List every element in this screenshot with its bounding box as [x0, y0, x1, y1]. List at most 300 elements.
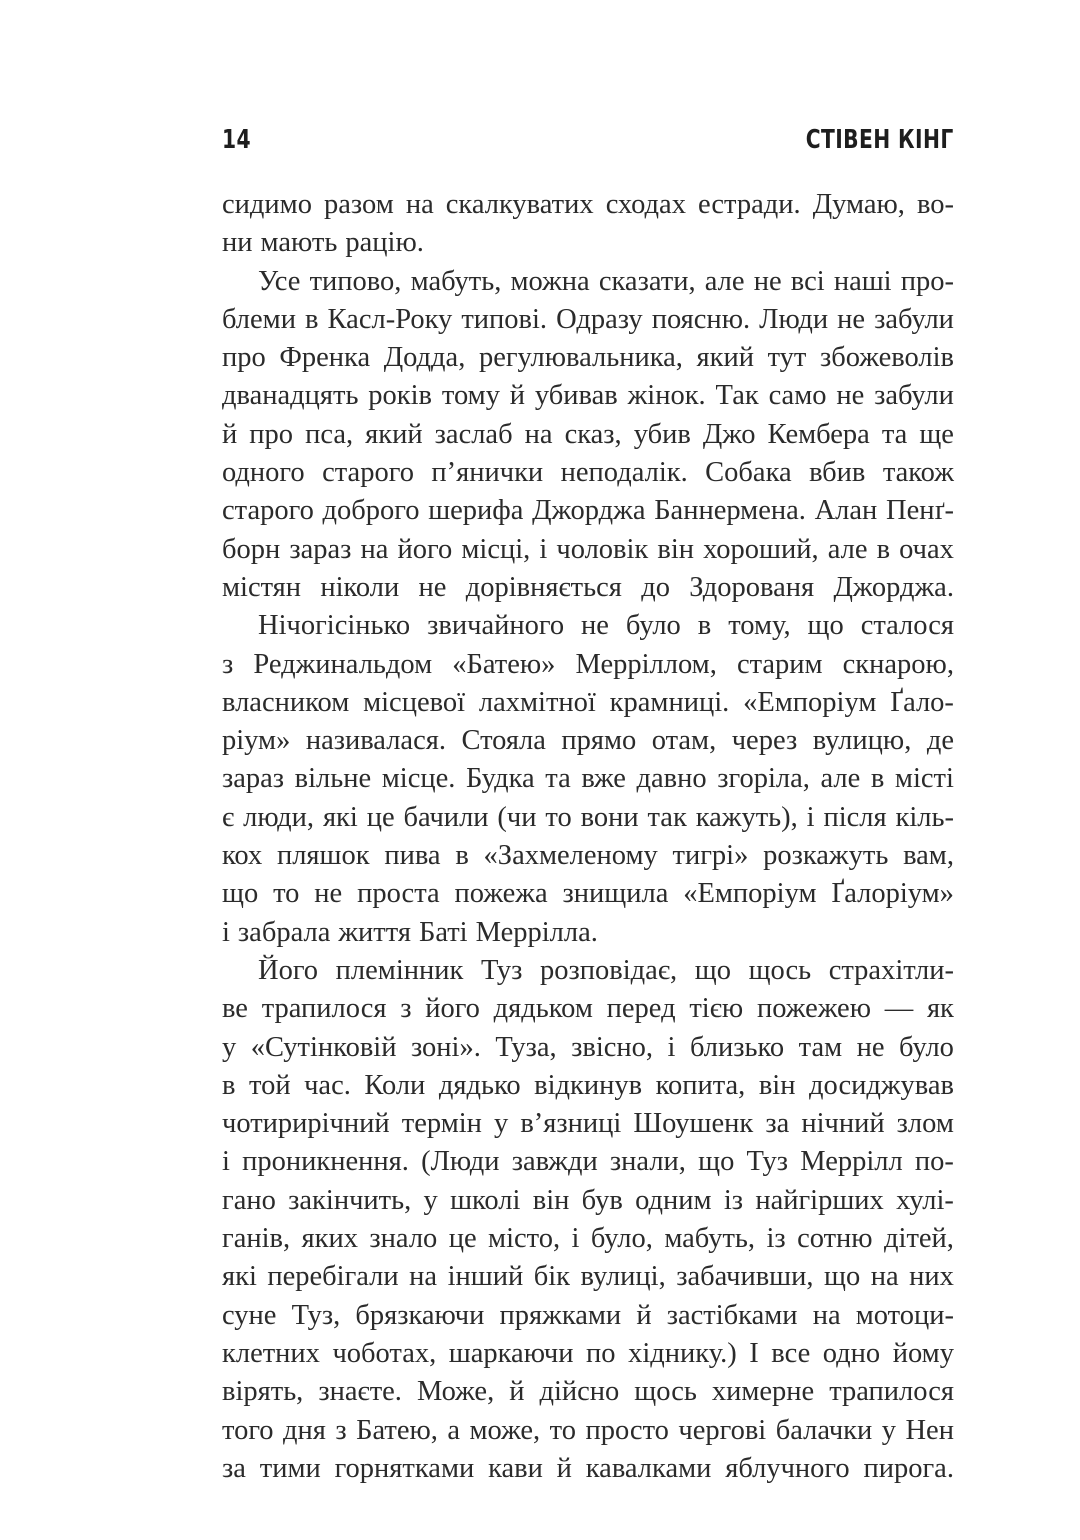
word: вулиці, — [580, 1261, 666, 1293]
word: пожежа — [454, 878, 548, 910]
word: кажуть), — [695, 801, 798, 833]
word: забули — [874, 380, 954, 412]
word: Меррілл — [800, 1146, 903, 1178]
word: в — [455, 840, 469, 872]
word: він — [758, 1069, 796, 1101]
word: він — [657, 533, 695, 565]
word: у — [493, 1108, 509, 1140]
word: клетних — [222, 1337, 320, 1369]
word: Може, — [416, 1376, 495, 1408]
word: проста — [357, 878, 440, 910]
word: трапилося — [261, 993, 387, 1025]
word: що — [824, 1261, 861, 1293]
word: одним — [635, 1184, 712, 1216]
text-line — [222, 1029, 954, 1067]
word: Алан — [814, 495, 878, 527]
word: прямо — [561, 725, 637, 757]
text-line — [222, 684, 954, 722]
word: пожежею — [756, 993, 871, 1025]
word: де — [926, 725, 954, 757]
word: убив — [633, 418, 691, 450]
word: — — [884, 993, 914, 1025]
text-line — [222, 454, 954, 492]
word: чотирирічний — [222, 1108, 390, 1140]
word: «Батею» — [452, 648, 556, 680]
word: одного — [222, 457, 305, 489]
text-line — [222, 990, 954, 1028]
word: знищила — [562, 878, 669, 910]
word: кох — [222, 840, 263, 872]
word: власником — [222, 686, 350, 718]
word: місці, — [461, 533, 531, 565]
word: гано — [222, 1184, 276, 1216]
word: поясню. — [651, 303, 751, 335]
word: був — [581, 1184, 623, 1216]
word: відкинув — [534, 1069, 643, 1101]
word: лахмітної — [478, 686, 596, 718]
word: і — [667, 1031, 676, 1063]
word: дорівняється — [465, 571, 622, 603]
word: Люди — [759, 303, 829, 335]
word: школі — [450, 1184, 521, 1216]
word: естради. — [698, 189, 801, 220]
word: Усе — [258, 265, 301, 297]
word: в’язниці — [520, 1108, 622, 1140]
word: сталося — [860, 610, 954, 642]
word: п’янички — [431, 457, 544, 489]
word: мають — [260, 227, 338, 259]
word: який — [365, 418, 423, 450]
word: не — [753, 265, 782, 297]
text-line — [222, 1182, 954, 1220]
word: там — [798, 1031, 843, 1063]
word: скалкуватих — [445, 189, 594, 220]
word: на — [405, 189, 434, 220]
word: мабуть, — [664, 1223, 756, 1255]
word: але — [820, 763, 861, 795]
word: Будка — [466, 763, 535, 795]
word: термін — [401, 1108, 482, 1140]
word: сотню — [797, 1223, 873, 1255]
word: шаркаючи — [448, 1337, 574, 1369]
word: то — [273, 878, 300, 910]
word: «Емпоріум — [743, 686, 877, 718]
word: із — [766, 1223, 786, 1255]
word: і — [806, 801, 815, 833]
word: закінчить, — [288, 1184, 412, 1216]
word: зоні». — [410, 1031, 481, 1063]
word: чоловік — [556, 533, 649, 565]
word: чергові — [678, 1414, 767, 1446]
word: вільне — [294, 763, 372, 795]
word: забули — [874, 303, 954, 335]
word: ніколи — [320, 571, 400, 603]
word: пирога. — [863, 1452, 954, 1484]
text-line — [222, 339, 954, 377]
word: Туза, — [495, 1031, 557, 1063]
word: його — [425, 993, 480, 1025]
text-line — [222, 952, 954, 990]
text-line — [222, 1412, 954, 1450]
word: й — [222, 418, 238, 450]
word: він — [532, 1184, 570, 1216]
word: це — [366, 801, 395, 833]
word: як — [926, 993, 954, 1025]
word: не — [856, 1031, 885, 1063]
word: перебігали — [267, 1261, 399, 1293]
word: мабуть, — [410, 265, 502, 297]
word: звісно, — [571, 1031, 654, 1063]
word: сказати, — [598, 265, 696, 297]
word: типові. — [461, 303, 548, 335]
word: Собака — [705, 457, 792, 489]
word: дванадцять — [222, 380, 359, 412]
word: жінок. — [627, 380, 706, 412]
word: на — [409, 1261, 438, 1293]
word: той — [248, 1069, 291, 1101]
word: що — [807, 610, 844, 642]
word: було, — [590, 1223, 653, 1255]
word: Батею, — [356, 1414, 438, 1446]
word: Баннермена. — [654, 495, 806, 527]
word: Баті — [418, 916, 468, 948]
word: Ґалоріум» — [831, 878, 954, 910]
word: Туз, — [291, 1299, 341, 1331]
word: років — [368, 380, 433, 412]
word: яблучного — [725, 1452, 850, 1484]
word: «Захмеленому — [483, 840, 658, 872]
word: кіль- — [895, 801, 954, 833]
word: старого — [322, 457, 414, 489]
text-line — [222, 914, 954, 952]
word: це — [448, 1223, 477, 1255]
word: про — [222, 342, 266, 374]
word: після — [823, 801, 887, 833]
word: просто — [585, 1414, 669, 1446]
word: які — [222, 1261, 257, 1293]
word: місцевої — [363, 686, 466, 718]
word: блеми — [222, 303, 296, 335]
word: само — [768, 380, 827, 412]
word: брязкаючи — [355, 1299, 485, 1331]
word: найгірших — [755, 1184, 884, 1216]
word: рацію. — [345, 227, 424, 259]
word: за — [222, 1452, 246, 1484]
word: балачки — [775, 1414, 873, 1446]
word: на — [360, 533, 389, 565]
word: Касл-Року — [327, 303, 453, 335]
text-line — [222, 1335, 954, 1373]
word: й — [509, 380, 526, 412]
word: все — [771, 1337, 811, 1369]
word: розповідає, — [540, 954, 678, 986]
text-line — [222, 1297, 954, 1335]
word: щось — [748, 954, 812, 986]
word: збожеволів — [819, 342, 954, 374]
word: що — [698, 1146, 735, 1178]
text-line — [222, 1220, 954, 1258]
word: регулювальника, — [478, 342, 683, 374]
word: неподалік. — [560, 457, 688, 489]
word: що — [694, 954, 731, 986]
word: може, — [469, 1414, 541, 1446]
word: Кембера — [767, 418, 870, 450]
word: заслаб — [434, 418, 513, 450]
word: тому, — [728, 610, 791, 642]
word: та — [881, 418, 908, 450]
word: проникнення. — [242, 1146, 409, 1178]
text-line — [222, 263, 954, 301]
word: (чи — [497, 801, 537, 833]
word: в — [697, 610, 712, 642]
word: і — [539, 533, 548, 565]
word: того — [222, 1414, 274, 1446]
text-line — [222, 1373, 954, 1411]
word: називалася. — [305, 725, 446, 757]
author-name: СТІВЕН КІНГ — [806, 125, 954, 155]
word: в — [876, 533, 891, 565]
word: во- — [916, 189, 954, 220]
word: суне — [222, 1299, 277, 1331]
running-head — [222, 120, 954, 160]
word: сидимо — [222, 189, 312, 220]
word: за — [765, 1108, 790, 1140]
word: так — [647, 801, 687, 833]
word: місто, — [488, 1223, 561, 1255]
word: знаєте. — [318, 1376, 402, 1408]
word: ни — [222, 227, 253, 259]
word: наші — [833, 265, 892, 297]
word: ріум» — [222, 725, 291, 757]
word: тому — [441, 380, 500, 412]
text-line — [222, 569, 954, 607]
word: Так — [715, 380, 759, 412]
word: одно — [822, 1337, 881, 1369]
text-line — [222, 722, 954, 760]
word: очах — [899, 533, 954, 565]
word: Стояла — [461, 725, 546, 757]
word: бачили — [403, 801, 489, 833]
word: щось — [634, 1376, 697, 1408]
word: химерне — [711, 1376, 815, 1408]
word: Додда, — [383, 342, 466, 374]
word: досиджував — [808, 1069, 954, 1101]
word: не — [836, 380, 865, 412]
word: страхітли- — [828, 954, 954, 986]
word: то — [545, 801, 572, 833]
text-line — [222, 837, 954, 875]
word: не — [837, 303, 866, 335]
word: є — [222, 801, 235, 833]
body-text — [222, 186, 954, 1488]
word: було — [625, 610, 681, 642]
word: Туз — [746, 1146, 789, 1178]
word: то — [549, 1414, 576, 1446]
word: трапилося — [829, 1376, 954, 1408]
text-line — [222, 760, 954, 798]
word: час. — [304, 1069, 351, 1101]
word: Френка — [279, 342, 371, 374]
word: тією — [689, 993, 744, 1025]
word: всі — [790, 265, 825, 297]
word: зараз — [222, 763, 285, 795]
word: та — [545, 763, 571, 795]
word: Нен — [905, 1414, 954, 1446]
word: і — [222, 916, 230, 948]
word: не — [581, 610, 609, 642]
word: з — [222, 648, 234, 680]
word: й — [636, 1299, 652, 1331]
word: Коли — [364, 1069, 426, 1101]
word: скнарою, — [842, 648, 954, 680]
text-line — [222, 301, 954, 339]
word: перед — [606, 993, 676, 1025]
word: на — [524, 418, 553, 450]
word: які — [322, 801, 358, 833]
word: сходах — [605, 189, 686, 220]
word: і — [222, 1146, 230, 1178]
word: по — [586, 1337, 616, 1369]
word: можна — [510, 265, 590, 297]
text-line — [222, 1105, 954, 1143]
word: забачивши, — [676, 1261, 814, 1293]
word: племінник — [335, 954, 464, 986]
text-line — [222, 1258, 954, 1296]
word: ганів, — [222, 1223, 291, 1255]
word: хіднику.) — [628, 1337, 737, 1369]
word: Нічогісінько — [258, 610, 411, 642]
word: вірять, — [222, 1376, 304, 1408]
word: Одразу — [556, 303, 643, 335]
word: у — [881, 1414, 896, 1446]
word: І — [749, 1337, 759, 1369]
word: у — [222, 1031, 237, 1063]
text-line — [222, 377, 954, 415]
word: тигрі» — [672, 840, 749, 872]
word: «Сутінковій — [250, 1031, 397, 1063]
word: а — [447, 1414, 461, 1446]
word: застібками — [666, 1299, 798, 1331]
word: його — [397, 533, 453, 565]
word: й — [556, 1452, 572, 1484]
word: дійсно — [539, 1376, 620, 1408]
word: Джо — [702, 418, 756, 450]
word: не — [314, 878, 343, 910]
word: із — [723, 1184, 744, 1216]
word: Мерріллом, — [575, 648, 717, 680]
word: тут — [767, 342, 807, 374]
word: Джорджа. — [833, 571, 954, 603]
word: з — [335, 1414, 347, 1446]
word: шерифа — [428, 495, 524, 527]
word: не — [418, 571, 447, 603]
text-line — [222, 224, 954, 262]
word: з — [400, 993, 412, 1025]
word: чоботах, — [332, 1337, 437, 1369]
word: який — [696, 342, 754, 374]
word: інший — [447, 1261, 524, 1293]
word: Думаю, — [812, 189, 905, 220]
word: зараз — [289, 533, 352, 565]
word: убивав — [534, 380, 618, 412]
word: по- — [914, 1146, 954, 1178]
word: життя — [338, 916, 411, 948]
word: розкажуть — [763, 840, 889, 872]
word: Джорджа — [532, 495, 646, 527]
word: що — [222, 878, 259, 910]
word: вулицю, — [812, 725, 912, 757]
word: звичайного — [427, 610, 565, 642]
word: люди, — [243, 801, 315, 833]
word: Здорованя — [689, 571, 815, 603]
word: крамниці. — [609, 686, 730, 718]
text-line — [222, 607, 954, 645]
word: вбив — [809, 457, 866, 489]
word: копита, — [655, 1069, 746, 1101]
word: про- — [900, 265, 954, 297]
word: в — [222, 1069, 236, 1101]
word: в — [305, 303, 319, 335]
word: вам, — [903, 840, 954, 872]
word: в — [870, 763, 885, 795]
word: бік — [533, 1261, 570, 1293]
word: дядьком — [493, 993, 593, 1025]
word: нічний — [801, 1108, 885, 1140]
word: знали, — [609, 1146, 686, 1178]
word: дядько — [438, 1069, 521, 1101]
word: пляшок — [276, 840, 370, 872]
text-line — [222, 646, 954, 684]
word: Туз — [480, 954, 523, 986]
word: місті — [894, 763, 954, 795]
word: борн — [222, 533, 281, 565]
word: пса, — [305, 418, 354, 450]
text-line — [222, 492, 954, 530]
word: було — [899, 1031, 954, 1063]
word: Пенґ- — [885, 495, 954, 527]
word: про — [249, 418, 294, 450]
word: доброго — [322, 495, 420, 527]
word: дітей, — [884, 1223, 954, 1255]
word: вже — [581, 763, 626, 795]
word: забрала — [237, 916, 331, 948]
text-line — [222, 875, 954, 913]
word: мотоци- — [855, 1299, 954, 1331]
word: хороший, — [703, 533, 819, 565]
word: типово, — [309, 265, 402, 297]
text-line — [222, 1143, 954, 1181]
word: злом — [896, 1108, 954, 1140]
text-line — [222, 186, 954, 224]
word: тими — [259, 1452, 321, 1484]
word: згоріла, — [717, 763, 810, 795]
word: них — [909, 1261, 954, 1293]
word: через — [731, 725, 798, 757]
word: Шоушенк — [633, 1108, 754, 1140]
word: старого — [222, 495, 314, 527]
word: «Емпоріум — [683, 878, 817, 910]
text-line — [222, 531, 954, 569]
text-line — [222, 1450, 954, 1488]
word: на — [870, 1261, 899, 1293]
text-line — [222, 799, 954, 837]
word: ще — [919, 418, 954, 450]
page-number: 14 — [222, 125, 252, 155]
word: пряжками — [499, 1299, 622, 1331]
word: Меррілла. — [475, 916, 598, 948]
word: містян — [222, 571, 302, 603]
word: (Люди — [421, 1146, 500, 1178]
